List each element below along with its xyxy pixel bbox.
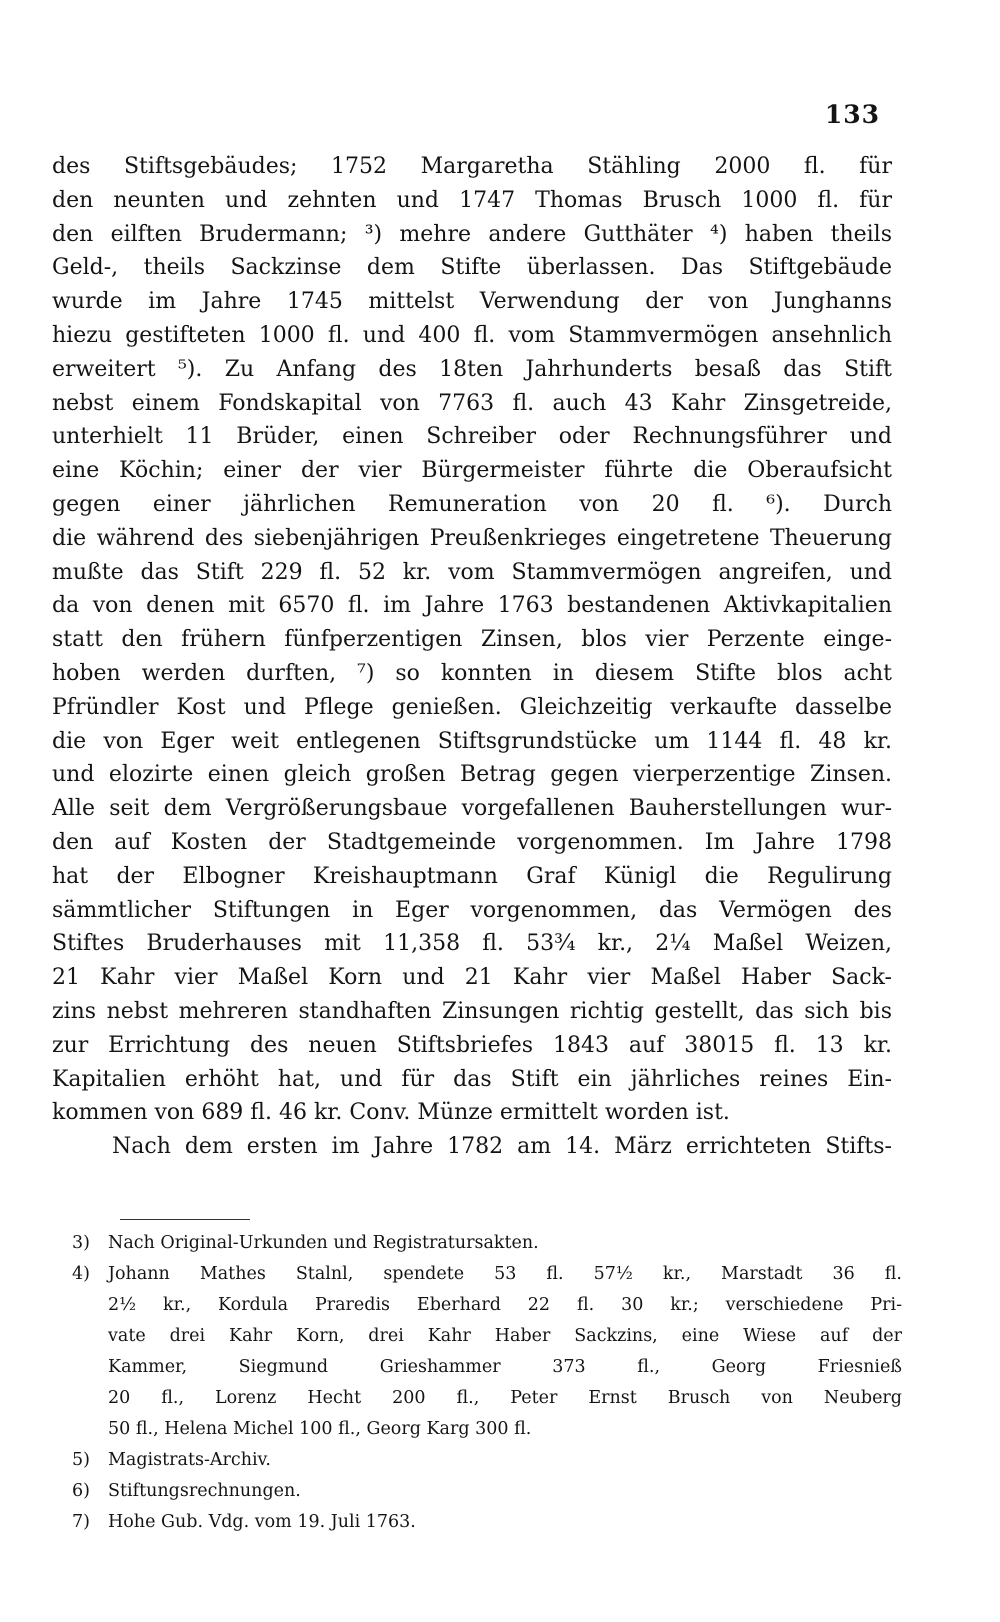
page-number: 133 xyxy=(824,100,880,129)
text-line: zins nebst mehreren standhaften Zinsungen richtig gestellt, das sich bis xyxy=(52,998,892,1024)
text-line: gegen einer jährlichen Remuneration von 20 fl. ⁶). Durch xyxy=(52,491,892,517)
text-line: 21 Kahr vier Maßel Korn und 21 Kahr vier Maßel Haber Sack- xyxy=(52,965,892,991)
text-line: nebst einem Fondskapital von 7763 fl. auch 43 Kahr Zinsgetreide, xyxy=(52,390,892,416)
text-line: die von Eger weit entlegenen Stiftsgrundstücke um 1144 fl. 48 kr. xyxy=(52,728,892,754)
text-line: Geld-, theils Sackzinse dem Stifte überlassen. Das Stiftgebäude xyxy=(52,255,892,281)
text-line: hoben werden durften, ⁷) so konnten in diesem Stifte blos acht xyxy=(52,660,892,686)
footnote-5 xyxy=(72,1445,902,1476)
footnote-text: Stiftungsrechnungen. xyxy=(108,1481,301,1501)
footnote-line: 2½ kr., Kordula Praredis Eberhard 22 fl. 30 kr.; verschiedene Pri- xyxy=(108,1295,902,1315)
footnote-7 xyxy=(72,1507,902,1538)
text-line: statt den frühern fünfperzentigen Zinsen, blos vier Perzente einge- xyxy=(52,627,892,653)
footnote-text: Nach Original-Urkunden und Registratursakten. xyxy=(108,1233,539,1253)
footnote-6 xyxy=(72,1476,902,1507)
text-line: hiezu gestifteten 1000 fl. und 400 fl. vom Stammvermögen ansehnlich xyxy=(52,322,892,348)
footnote-line: 50 fl., Helena Michel 100 fl., Georg Karg 300 fl. xyxy=(108,1419,532,1439)
text-line: den neunten und zehnten und 1747 Thomas Brusch 1000 fl. für xyxy=(52,187,892,213)
text-line: Nach dem ersten im Jahre 1782 am 14. März errichteten Stifts- xyxy=(112,1134,892,1160)
text-line: Alle seit dem Vergrößerungsbaue vorgefallenen Bauherstellungen wur- xyxy=(52,796,892,822)
text-line: Pfründler Kost und Pflege genießen. Gleichzeitig verkaufte dasselbe xyxy=(52,694,892,720)
text-line: mußte das Stift 229 fl. 52 kr. vom Stammvermögen angreifen, und xyxy=(52,559,892,585)
footnote-number: 5) xyxy=(72,1450,90,1470)
text-line: hat der Elbogner Kreishauptmann Graf Künigl die Regulirung xyxy=(52,863,892,889)
footnote-number: 6) xyxy=(72,1481,90,1501)
footnote-line: vate drei Kahr Korn, drei Kahr Haber Sackzins, eine Wiese auf der xyxy=(108,1326,902,1346)
text-line: den eilften Brudermann; ³) mehre andere Gutthäter ⁴) haben theils xyxy=(52,221,892,247)
text-line: unterhielt 11 Brüder, einen Schreiber oder Rechnungsführer und xyxy=(52,424,892,450)
text-line: und elozirte einen gleich großen Betrag gegen vierperzentige Zinsen. xyxy=(52,762,892,788)
footnote-text: Magistrats-Archiv. xyxy=(108,1450,271,1470)
text-line: Stiftes Bruderhauses mit 11,358 fl. 53¾ kr., 2¼ Maßel Weizen, xyxy=(52,931,892,957)
text-line: zur Errichtung des neuen Stiftsbriefes 1843 auf 38015 fl. 13 kr. xyxy=(52,1032,892,1058)
text-line: da von denen mit 6570 fl. im Jahre 1763 bestandenen Aktivkapitalien xyxy=(52,593,892,619)
footnote-number: 3) xyxy=(72,1233,90,1253)
footnotes xyxy=(72,1228,902,1538)
text-line: eine Köchin; einer der vier Bürgermeister führte die Oberaufsicht xyxy=(52,458,892,484)
footnote-text: Hohe Gub. Vdg. vom 19. Juli 1763. xyxy=(108,1512,416,1532)
text-line: die während des siebenjährigen Preußenkrieges eingetretene Theuerung xyxy=(52,525,892,551)
footnote-text: Johann Mathes Stalnl, spendete 53 fl. 57½ kr., Marstadt 36 fl. xyxy=(108,1264,902,1284)
text-line: des Stiftsgebäudes; 1752 Margaretha Stähling 2000 fl. für xyxy=(52,154,892,179)
text-line: den auf Kosten der Stadtgemeinde vorgenommen. Im Jahre 1798 xyxy=(52,829,892,855)
footnote-3 xyxy=(72,1228,902,1259)
footnote-line: Kammer, Siegmund Grieshammer 373 fl., Georg Friesnieß xyxy=(108,1357,902,1377)
footnote-line: 20 fl., Lorenz Hecht 200 fl., Peter Ernst Brusch von Neuberg xyxy=(108,1388,902,1408)
text-line: kommen von 689 fl. 46 kr. Conv. Münze ermittelt worden ist. xyxy=(52,1100,730,1126)
footnote-4 xyxy=(72,1259,902,1290)
footnote-number: 4) xyxy=(72,1264,90,1284)
main-text xyxy=(52,150,892,1164)
text-line: sämmtlicher Stiftungen in Eger vorgenommen, das Vermögen des xyxy=(52,897,892,923)
text-line: wurde im Jahre 1745 mittelst Verwendung der von Junghanns xyxy=(52,289,892,315)
text-line: erweitert ⁵). Zu Anfang des 18ten Jahrhunderts besaß das Stift xyxy=(52,356,892,382)
footnote-number: 7) xyxy=(72,1512,90,1532)
text-line: Kapitalien erhöht hat, und für das Stift ein jährliches reines Ein- xyxy=(52,1066,892,1092)
footnote-divider xyxy=(120,1219,250,1220)
